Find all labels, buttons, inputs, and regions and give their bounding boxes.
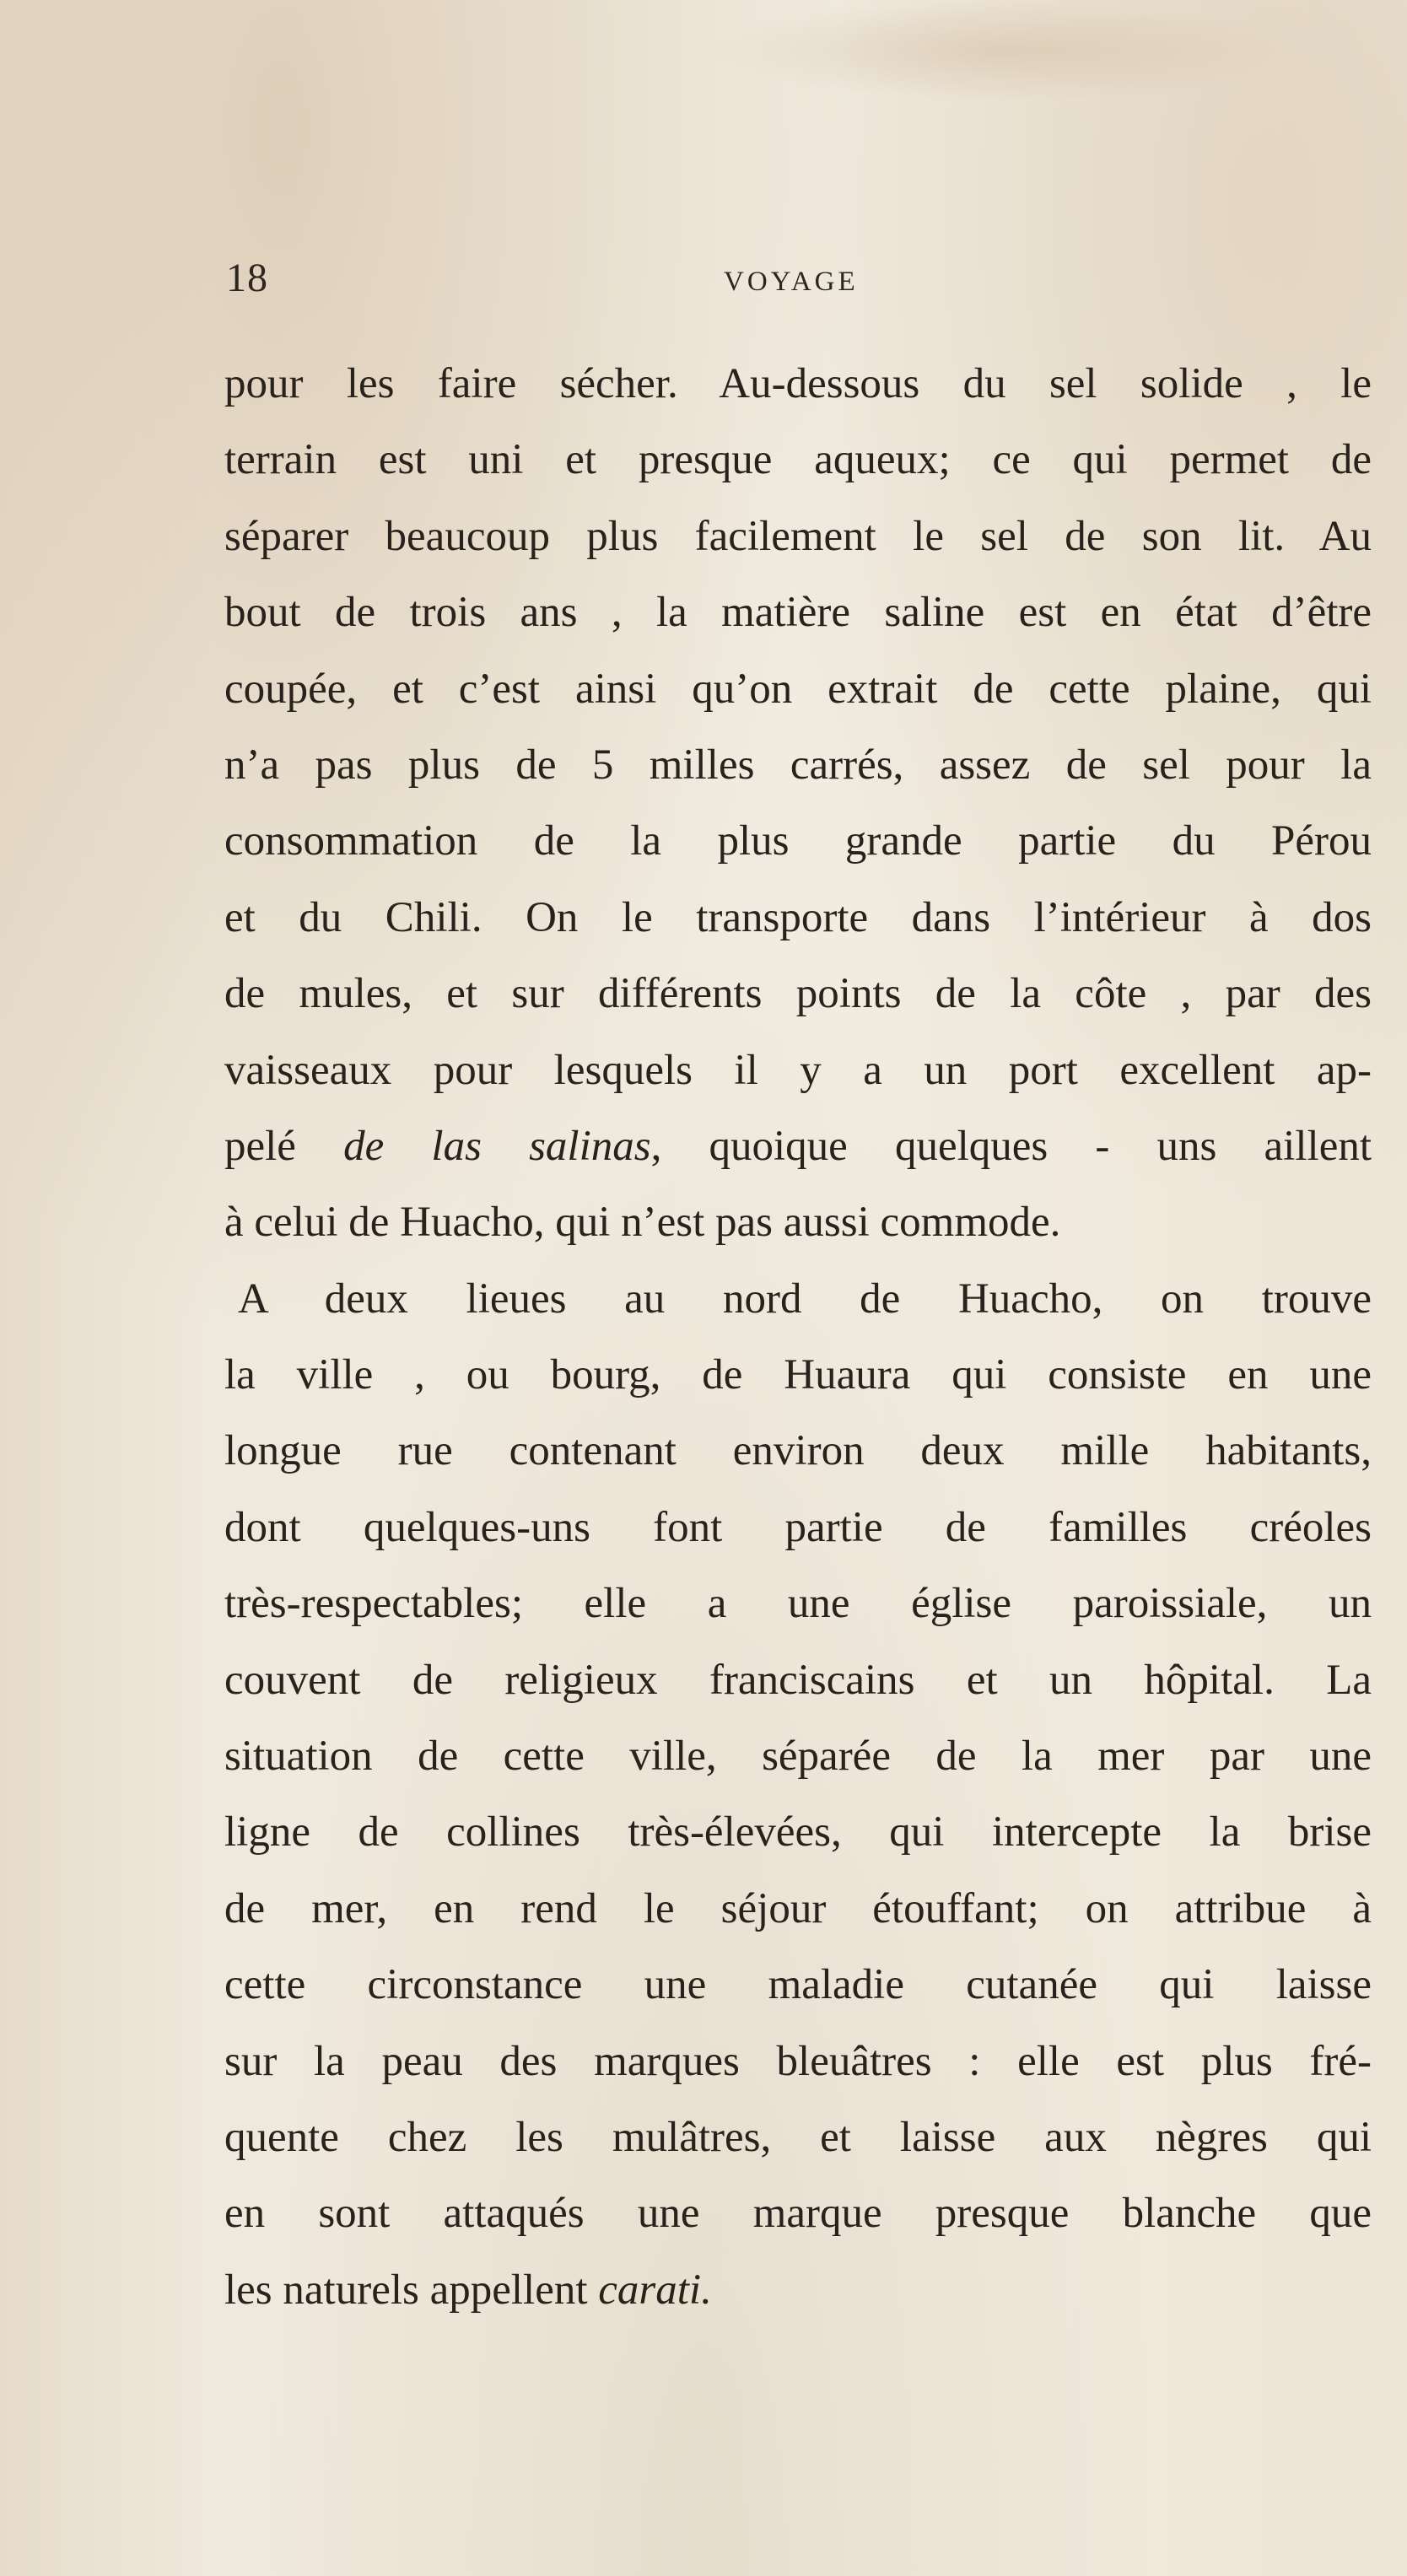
text-line: cette circonstance une maladie cutanée qui laisse — [224, 1961, 1372, 2009]
text-line: très-respectables; elle a une église paroissiale, un — [224, 1580, 1372, 1628]
text-line: séparer beaucoup plus facilement le sel de son lit. Au — [224, 512, 1372, 560]
text-line: pour les faire sécher. Au-dessous du sel solide , le — [224, 360, 1372, 407]
running-head: VOYAGE — [724, 267, 859, 297]
text-line: vaisseaux pour lesquels il y a un port excellent ap- — [224, 1046, 1372, 1094]
text-line: couvent de religieux franciscains et un hôpital. La — [224, 1656, 1372, 1704]
text-line — [224, 2252, 1372, 2328]
text-line — [224, 1108, 1372, 1184]
text-line: sur la peau des marques bleuâtres : elle est plus fré- — [224, 2037, 1372, 2085]
text-line: la ville , ou bourg, de Huaura qui consiste en une — [224, 1351, 1372, 1399]
page-header — [226, 253, 1380, 312]
italic-phrase: carati. — [598, 2266, 712, 2314]
italic-phrase: de las salinas — [343, 1122, 651, 1170]
paragraph-first-line: A deux lieues au nord de Huacho, on trouve — [238, 1275, 1372, 1323]
text-segment: les naturels appellent — [224, 2266, 599, 2314]
text-line: longue rue contenant environ deux mille habitants, — [224, 1427, 1372, 1475]
text-segment: , quoique quelques - uns aillent — [650, 1122, 1372, 1170]
text-line: terrain est uni et presque aqueux; ce qui permet de — [224, 436, 1372, 484]
text-line: dont quelques-uns font partie de familles créoles — [224, 1503, 1372, 1551]
text-line: consommation de la plus grande partie du Pérou — [224, 817, 1372, 865]
body-text — [224, 346, 1372, 2328]
text-line: en sont attaqués une marque presque blanche que — [224, 2190, 1372, 2238]
text-line: à celui de Huacho, qui n’est pas aussi commode. — [224, 1199, 1061, 1247]
text-line: bout de trois ans , la matière saline est en état d’être — [224, 589, 1372, 637]
text-line: de mer, en rend le séjour étouffant; on attribue à — [224, 1884, 1372, 1932]
text-line: ligne de collines très-élevées, qui intercepte la brise — [224, 1808, 1372, 1857]
text-line: de mules, et sur différents points de la côte , par des — [224, 970, 1372, 1018]
paper-stain — [709, 0, 1299, 101]
text-line: et du Chili. On le transporte dans l’intérieur à dos — [224, 893, 1372, 941]
text-segment: pelé — [224, 1122, 344, 1170]
text-line: n’a pas plus de 5 milles carrés, assez de sel pour la — [224, 741, 1372, 789]
text-line: coupée, et c’est ainsi qu’on extrait de cette plaine, qui — [224, 665, 1372, 713]
text-line: situation de cette ville, séparée de la mer par une — [224, 1733, 1372, 1781]
text-line: quente chez les mulâtres, et laisse aux nègres qui — [224, 2113, 1372, 2161]
page-number: 18 — [226, 256, 268, 300]
